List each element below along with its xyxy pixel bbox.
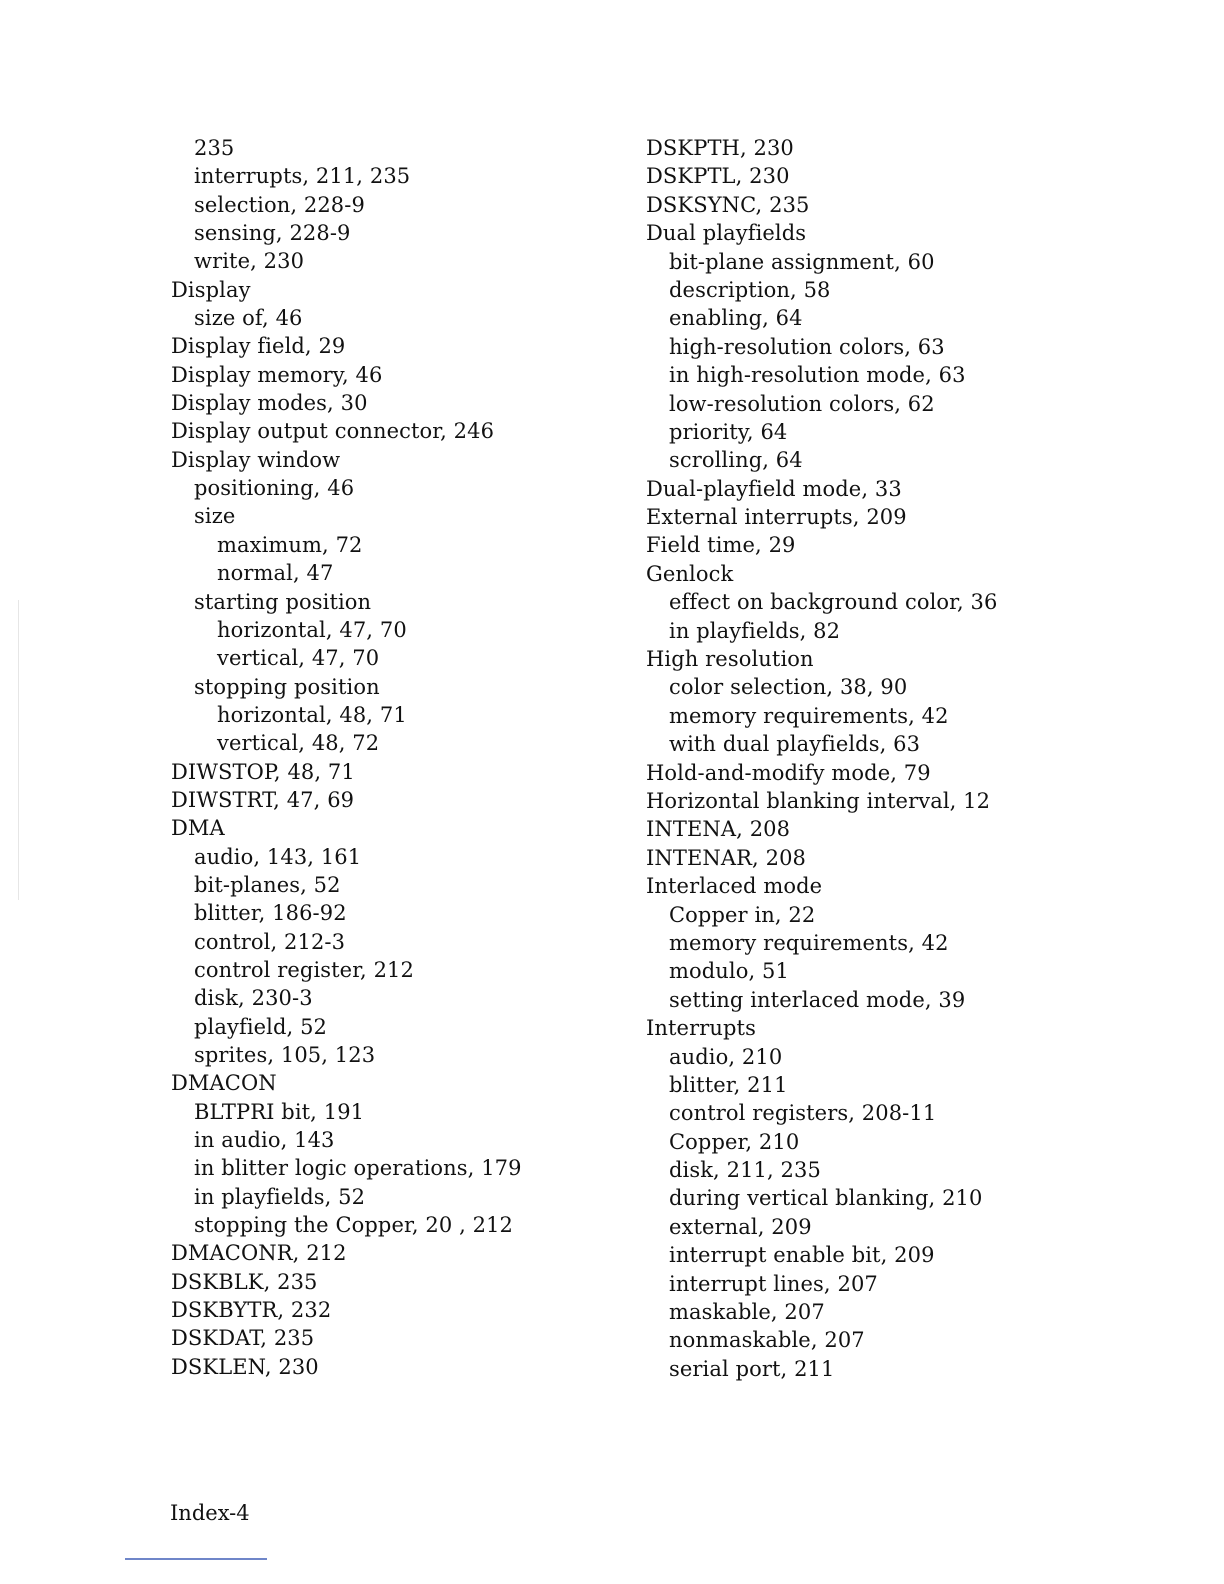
- index-heading: Horizontal blanking interval, 12: [646, 788, 991, 813]
- index-subentry: sprites, 105, 123: [194, 1043, 376, 1067]
- index-subentry: disk, 211, 235: [669, 1158, 821, 1183]
- index-subentry: color selection, 38, 90: [669, 675, 908, 700]
- index-subentry: priority, 64: [669, 419, 788, 444]
- index-subentry: playfield, 52: [194, 1014, 327, 1039]
- index-heading: Genlock: [646, 561, 734, 586]
- index-heading: External interrupts, 209: [646, 505, 907, 530]
- index-subentry: Copper in, 22: [669, 902, 816, 927]
- scan-artifact-line: [125, 1558, 267, 1560]
- index-subentry: size of, 46: [194, 306, 303, 331]
- index-subentry: in blitter logic operations, 179: [194, 1156, 522, 1181]
- index-subentry: control register, 212: [194, 957, 414, 982]
- index-subentry: starting position: [194, 589, 372, 614]
- index-subentry: description, 58: [669, 277, 831, 302]
- index-column-right: [646, 134, 1096, 1383]
- index-heading: DIWSTOP, 48, 71: [171, 759, 355, 784]
- index-heading: DSKLEN, 230: [171, 1354, 319, 1379]
- index-heading: Field time, 29: [646, 533, 796, 558]
- index-subentry: memory requirements, 42: [669, 703, 949, 728]
- index-heading: Dual-playfield mode, 33: [646, 476, 902, 501]
- index-heading: Hold-and-modify mode, 79: [646, 760, 931, 785]
- index-heading: DMACONR, 212: [171, 1241, 347, 1266]
- index-subentry: BLTPRI bit, 191: [194, 1099, 365, 1124]
- index-subentry: nonmaskable, 207: [669, 1328, 865, 1353]
- index-subentry: horizontal, 47, 70: [217, 617, 407, 642]
- index-subentry: high-resolution colors, 63: [669, 334, 945, 359]
- index-subentry: in playfields, 82: [669, 618, 841, 643]
- index-subentry: audio, 210: [669, 1044, 783, 1069]
- index-heading: Display field, 29: [171, 334, 346, 359]
- index-heading: DMACON: [171, 1071, 277, 1096]
- index-heading: Display memory, 46: [171, 362, 383, 387]
- index-subentry: effect on background color, 36: [669, 590, 998, 615]
- index-heading: Interlaced mode: [646, 874, 823, 899]
- index-subentry: low-resolution colors, 62: [669, 391, 935, 416]
- index-heading: DMA: [171, 816, 225, 841]
- index-subentry: enabling, 64: [669, 306, 803, 331]
- index-subentry: size: [194, 504, 236, 529]
- index-heading: Interrupts: [646, 1016, 756, 1041]
- index-subentry: positioning, 46: [194, 476, 355, 501]
- index-subentry: in playfields, 52: [194, 1184, 366, 1209]
- index-subentry: scrolling, 64: [669, 448, 803, 473]
- index-subentry: stopping the Copper, 20 , 212: [194, 1213, 514, 1238]
- index-subentry: disk, 230-3: [194, 986, 313, 1011]
- index-heading: DSKDAT, 235: [171, 1326, 315, 1351]
- index-subentry: maskable, 207: [669, 1300, 825, 1325]
- index-subentry: stopping position: [194, 674, 380, 699]
- index-subentry: external, 209: [669, 1214, 812, 1239]
- index-heading: Dual playfields: [646, 221, 807, 246]
- index-subentry: selection, 228-9: [194, 192, 365, 217]
- index-heading: INTENA, 208: [646, 817, 791, 842]
- index-subentry: blitter, 211: [669, 1072, 788, 1097]
- index-heading: Display output connector, 246: [171, 419, 495, 444]
- index-subentry: maximum, 72: [217, 532, 363, 557]
- page-number: Index-4: [170, 1501, 250, 1525]
- index-subentry: interrupt lines, 207: [669, 1271, 878, 1296]
- index-subentry: interrupts, 211, 235: [194, 164, 411, 189]
- index-heading: DSKPTH, 230: [646, 136, 794, 160]
- index-subentry: setting interlaced mode, 39: [669, 987, 966, 1012]
- index-subentry: horizontal, 48, 71: [217, 702, 407, 727]
- index-subentry: with dual playfields, 63: [669, 732, 921, 757]
- index-subentry: normal, 47: [217, 561, 334, 586]
- index-subentry: write, 230: [194, 249, 305, 274]
- index-subentry: memory requirements, 42: [669, 930, 949, 955]
- index-subentry: sensing, 228-9: [194, 221, 351, 246]
- index-subentry: interrupt enable bit, 209: [669, 1243, 935, 1268]
- index-heading: DIWSTRT, 47, 69: [171, 787, 355, 812]
- index-subentry: during vertical blanking, 210: [669, 1186, 983, 1211]
- index-subentry: Copper, 210: [669, 1129, 800, 1154]
- index-subentry: bit-plane assignment, 60: [669, 249, 935, 274]
- index-heading: DSKBLK, 235: [171, 1269, 318, 1294]
- index-heading: High resolution: [646, 647, 814, 672]
- index-subentry: vertical, 48, 72: [217, 731, 380, 756]
- index-subentry: 235: [194, 136, 235, 160]
- index-subentry: blitter, 186-92: [194, 901, 347, 926]
- index-subentry: modulo, 51: [669, 959, 789, 984]
- index-heading: DSKSYNC, 235: [646, 192, 810, 217]
- index-subentry: in high-resolution mode, 63: [669, 363, 966, 388]
- index-subentry: serial port, 211: [669, 1356, 835, 1381]
- index-subentry: control registers, 208-11: [669, 1101, 937, 1126]
- index-column-left: [171, 134, 611, 1381]
- index-heading: Display window: [171, 447, 341, 472]
- index-heading: DSKPTL, 230: [646, 164, 790, 189]
- index-subentry: in audio, 143: [194, 1128, 335, 1153]
- index-subentry: bit-planes, 52: [194, 872, 341, 897]
- index-heading: Display: [171, 277, 251, 302]
- scan-artifact-edge: [18, 600, 19, 900]
- index-subentry: control, 212-3: [194, 929, 346, 954]
- index-heading: Display modes, 30: [171, 391, 368, 416]
- index-subentry: vertical, 47, 70: [217, 646, 380, 671]
- index-heading: DSKBYTR, 232: [171, 1298, 332, 1323]
- index-subentry: audio, 143, 161: [194, 844, 362, 869]
- index-heading: INTENAR, 208: [646, 845, 806, 870]
